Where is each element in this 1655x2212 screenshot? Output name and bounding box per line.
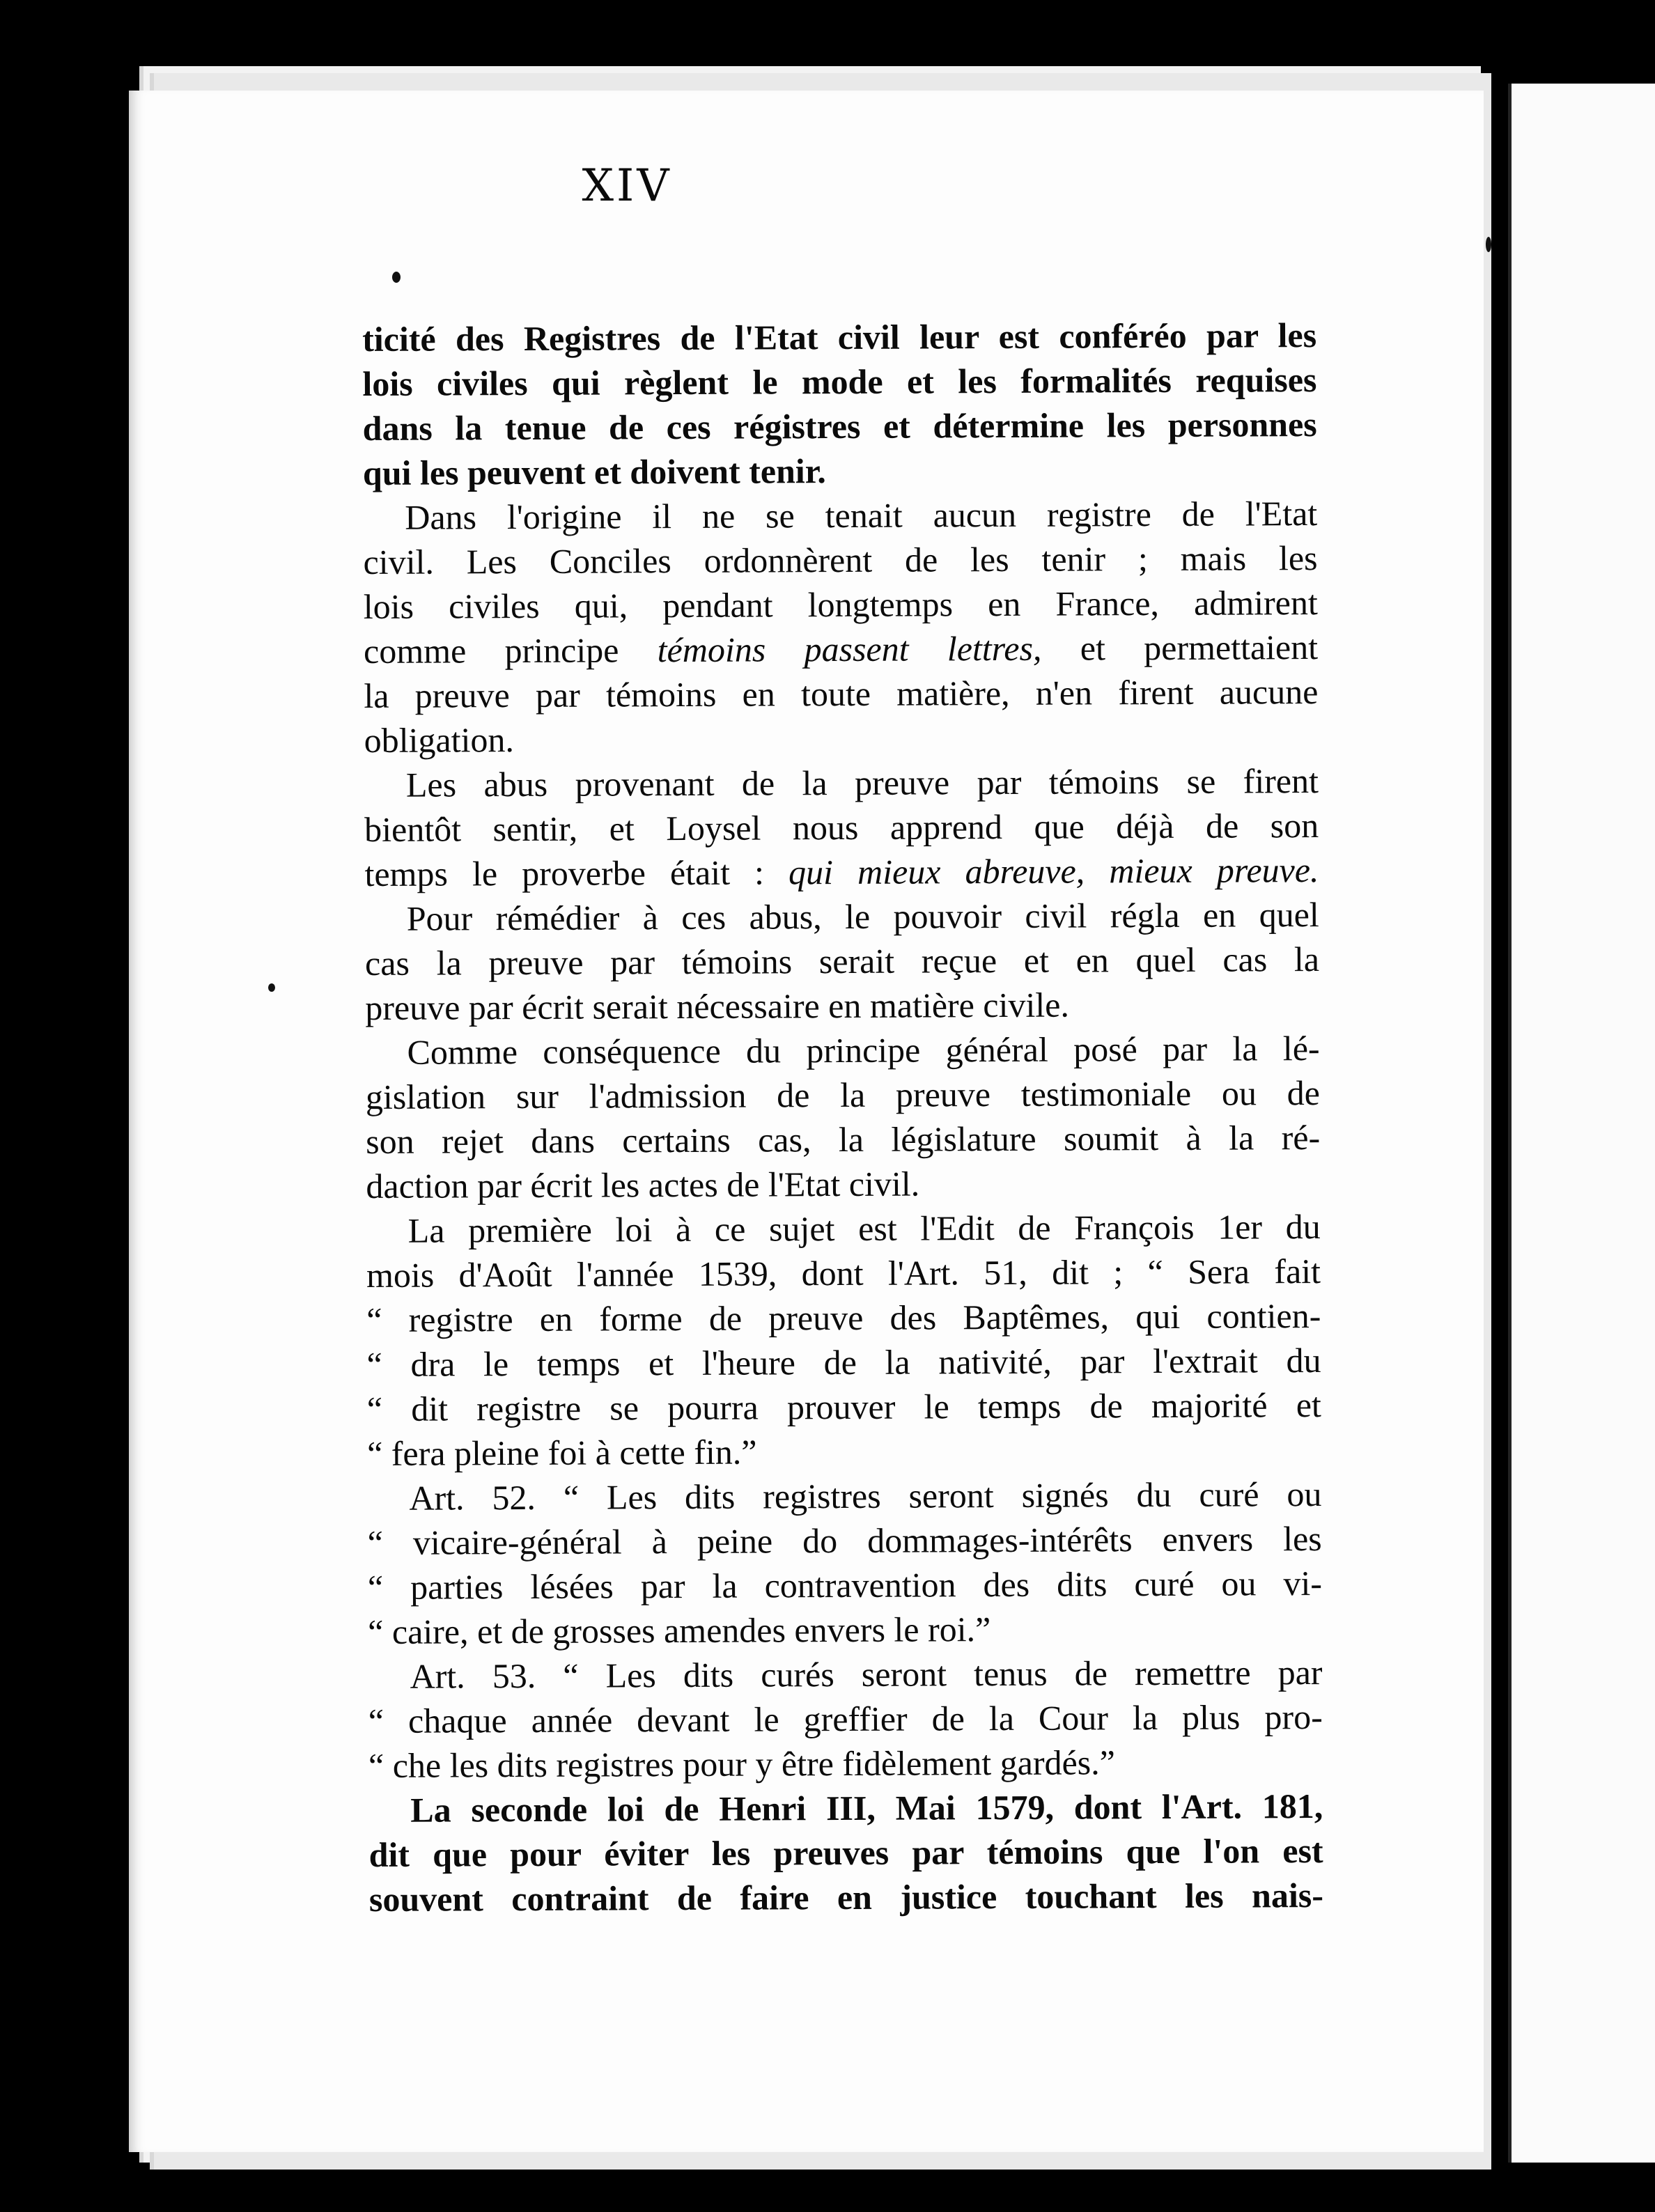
text-line: daction par écrit les actes de l'Etat civil. [366,1164,920,1206]
text-line: bientôt sentir, et Loysel nous apprend que déjà de son [364,806,1319,849]
page-number: XIV [582,160,672,212]
text-line: Art. 52. “ Les dits registres seront signés du curé ou [409,1474,1322,1518]
text-line: “ fera pleine foi à cette fin.” [366,1432,757,1473]
text-line: “ che les dits registres pour y être fidèlement gardés.” [368,1743,1116,1785]
ink-speck [1486,237,1491,252]
text-line: Art. 53. “ Les dits curés seront tenus de remettre par [410,1653,1323,1696]
text-line: “ vicaire-général à peine do dommages-intérêts envers les [367,1519,1322,1562]
ink-speck [268,983,275,992]
text-line: “ chaque année devant le greffier de la Cour la plus pro- [368,1697,1323,1740]
text-segment: temps le proverbe était : [364,852,789,894]
text-line: cas la preuve par témoins serait reçue et en quel cas la [364,940,1320,983]
text-line: gislation sur l'admission de la preuve testimoniale ou de [365,1073,1320,1116]
text-line: lois civiles qui, pendant longtemps en France, admirent [363,583,1318,626]
text-line: ticité des Registres de l'Etat civil leur est conféréo par les [362,316,1317,359]
text-segment: et permettaient [1041,628,1319,668]
text-line: Comme conséquence du principe général posé par la lé- [407,1029,1320,1072]
text-line: mois d'Août l'année 1539, dont l'Art. 51, dit ; “ Sera fait [366,1252,1321,1295]
text-line: la preuve par témoins en toute matière, n'en firent aucune [364,672,1319,715]
text-line: civil. Les Conciles ordonnèrent de les tenir ; mais les [363,538,1318,582]
italic-phrase: témoins passent lettres, [657,628,1042,670]
text-line: “ caire, et de grosses amendes envers le roi.” [368,1610,991,1651]
text-line: “ dra le temps et l'heure de la nativité, par l'extrait du [366,1341,1321,1384]
text-line: “ registre en forme de preuve des Baptêmes, qui contien- [366,1296,1321,1339]
body-text [362,313,1323,1922]
text-line: Pour rémédier à ces abus, le pouvoir civil régla en quel [406,895,1319,938]
text-line: “ parties lésées par la contravention des dits curé ou vi- [367,1564,1323,1607]
text-line: souvent contraint de faire en justice touchant les nais- [368,1876,1324,1919]
text-line [364,848,1319,896]
text-line: dit que pour éviter les preuves par témoins que l'on est [368,1831,1323,1874]
text-line: La première loi à ce sujet est l'Edit de François 1er du [407,1207,1321,1250]
text-line: dans la tenue de ces régistres et détermine les personnes [362,405,1317,448]
text-line: obligation. [364,720,515,760]
text-line: Dans l'origine il ne se tenait aucun registre de l'Etat [405,494,1318,537]
text-line: Les abus provenant de la preuve par témoins se firent [405,761,1319,804]
text-line: “ dit registre se pourra prouver le temps de majorité et [366,1385,1321,1428]
text-line: son rejet dans certains cas, la législature soumit à la ré- [366,1118,1321,1161]
text-line: La seconde loi de Henri III, Mai 1579, dont l'Art. 181, [410,1786,1323,1830]
italic-phrase: qui mieux abreuve, mieux preuve. [788,850,1319,892]
text-line [364,625,1318,673]
text-line: lois civiles qui règlent le mode et les formalités requises [362,360,1317,403]
text-line: qui les peuvent et doivent tenir. [362,451,826,492]
ink-speck [392,272,401,283]
text-segment: comme principe [363,630,658,671]
facing-page-edge [1508,84,1655,2163]
text-line: preuve par écrit serait nécessaire en matière civile. [365,985,1069,1027]
